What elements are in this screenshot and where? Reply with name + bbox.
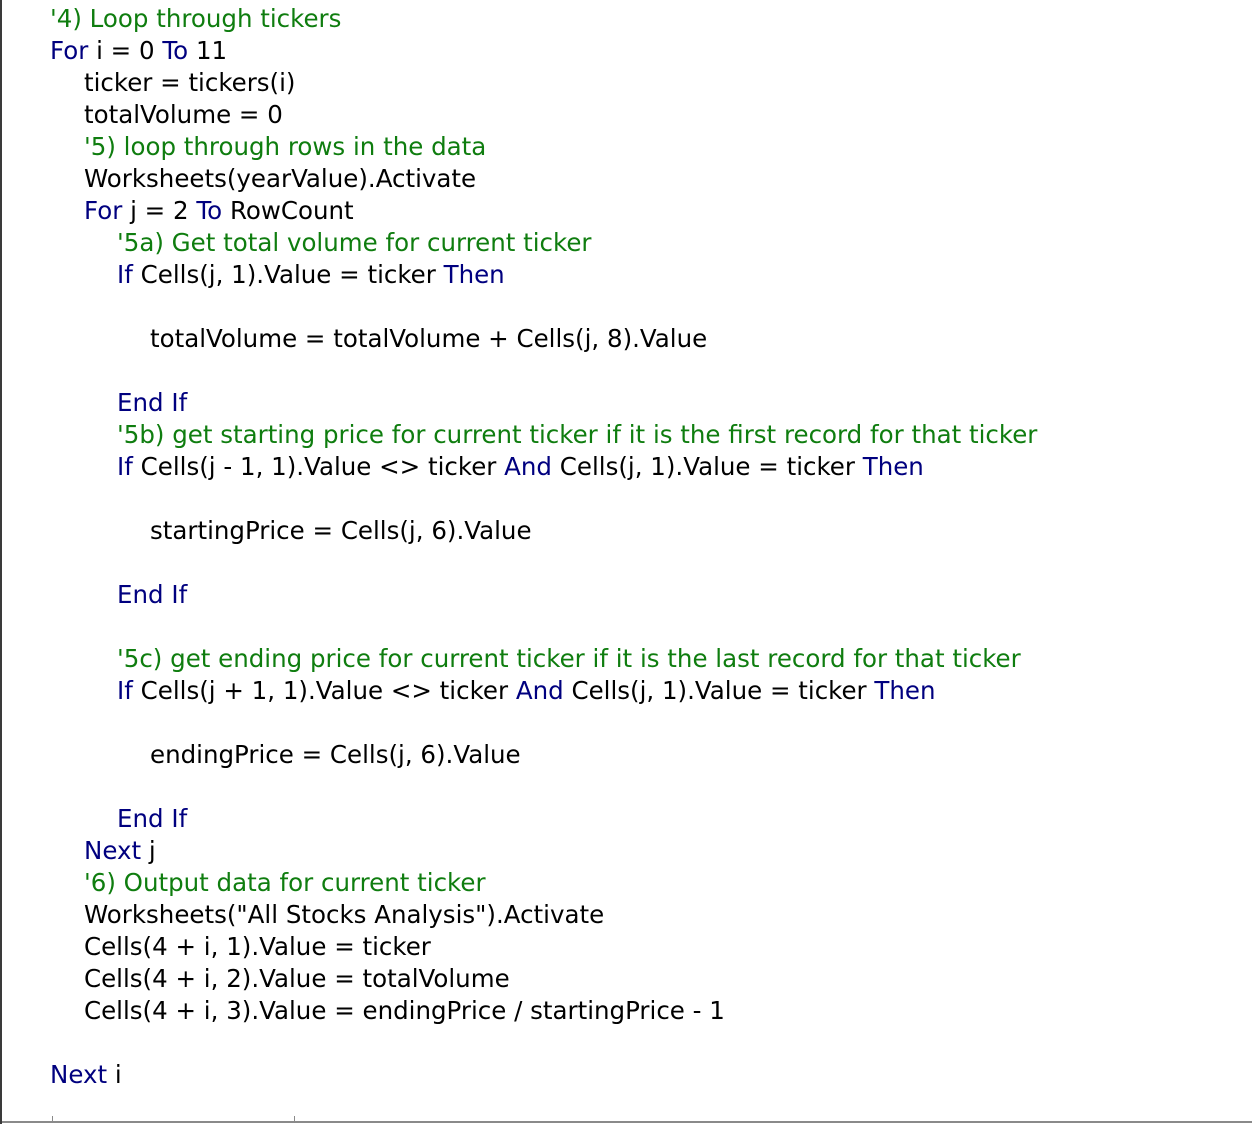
code-comment: '6) Output data for current ticker xyxy=(84,868,486,897)
code-keyword: Then xyxy=(443,260,505,289)
code-keyword: Then xyxy=(874,676,936,705)
code-keyword: End If xyxy=(117,804,188,833)
code-line[interactable] xyxy=(117,579,187,611)
code-text: endingPrice = Cells(j, 6).Value xyxy=(150,740,521,769)
code-line[interactable] xyxy=(84,899,604,931)
code-line[interactable] xyxy=(117,387,187,419)
code-comment: '5a) Get total volume for current ticker xyxy=(117,228,592,257)
code-keyword: To xyxy=(196,196,223,225)
code-text: Cells(4 + i, 2).Value = totalVolume xyxy=(84,964,510,993)
code-keyword: If xyxy=(117,452,133,481)
code-text: startingPrice = Cells(j, 6).Value xyxy=(150,516,532,545)
code-line[interactable] xyxy=(50,3,341,35)
ruler-tick xyxy=(294,1116,295,1122)
code-comment: '4) Loop through tickers xyxy=(50,4,342,33)
code-keyword: And xyxy=(504,452,552,481)
code-text: Cells(j, 1).Value = ticker xyxy=(132,260,444,289)
code-keyword: If xyxy=(117,676,133,705)
code-line[interactable] xyxy=(84,835,156,867)
code-keyword: If xyxy=(117,260,133,289)
code-line[interactable] xyxy=(84,131,486,163)
code-keyword: Next xyxy=(50,1060,108,1089)
code-keyword: End If xyxy=(117,580,188,609)
code-keyword: For xyxy=(84,196,123,225)
code-text: Cells(j, 1).Value = ticker xyxy=(563,676,875,705)
code-line[interactable] xyxy=(150,323,707,355)
code-line[interactable] xyxy=(117,227,591,259)
code-line[interactable] xyxy=(117,451,924,483)
code-text: totalVolume = totalVolume + Cells(j, 8).Value xyxy=(150,324,708,353)
code-line[interactable] xyxy=(150,515,532,547)
code-line[interactable] xyxy=(84,67,295,99)
code-text: 11 xyxy=(188,36,228,65)
code-line[interactable] xyxy=(117,803,187,835)
code-line[interactable] xyxy=(84,867,486,899)
code-text: j xyxy=(141,836,156,865)
code-keyword: To xyxy=(162,36,189,65)
code-line[interactable] xyxy=(84,931,431,963)
code-comment: '5b) get starting price for current ticker if it is the first record for that ticker xyxy=(117,420,1038,449)
code-line[interactable] xyxy=(117,259,505,291)
code-text: Cells(4 + i, 1).Value = ticker xyxy=(84,932,431,961)
code-text: Cells(j, 1).Value = ticker xyxy=(551,452,863,481)
code-text: i xyxy=(107,1060,122,1089)
code-text: i = 0 xyxy=(88,36,163,65)
code-line[interactable] xyxy=(84,163,476,195)
code-comment: '5) loop through rows in the data xyxy=(84,132,487,161)
code-text: Cells(j - 1, 1).Value <> ticker xyxy=(132,452,505,481)
code-text: RowCount xyxy=(222,196,354,225)
code-line[interactable] xyxy=(84,99,283,131)
code-text: Worksheets(yearValue).Activate xyxy=(84,164,477,193)
code-keyword: Next xyxy=(84,836,142,865)
code-line[interactable] xyxy=(84,995,725,1027)
code-keyword: Then xyxy=(862,452,924,481)
code-line[interactable] xyxy=(150,739,521,771)
code-line[interactable] xyxy=(50,1059,122,1091)
code-text: totalVolume = 0 xyxy=(84,100,283,129)
ruler-tick xyxy=(52,1116,53,1122)
code-line[interactable] xyxy=(50,35,227,67)
code-keyword: For xyxy=(50,36,89,65)
code-line[interactable] xyxy=(84,963,510,995)
code-text: j = 2 xyxy=(122,196,197,225)
code-text: Worksheets("All Stocks Analysis").Activate xyxy=(84,900,605,929)
code-text: ticker = tickers(i) xyxy=(84,68,296,97)
code-line[interactable] xyxy=(117,675,936,707)
code-line[interactable] xyxy=(117,419,1037,451)
code-keyword: And xyxy=(515,676,564,705)
code-comment: '5c) get ending price for current ticker if it is the last record for that ticker xyxy=(117,644,1021,673)
code-line[interactable] xyxy=(117,643,1021,675)
code-line[interactable] xyxy=(84,195,354,227)
code-text: Cells(j + 1, 1).Value <> ticker xyxy=(132,676,516,705)
code-text: Cells(4 + i, 3).Value = endingPrice / startingPrice - 1 xyxy=(84,996,725,1025)
code-keyword: End If xyxy=(117,388,188,417)
editor-bottom-border xyxy=(2,1121,1252,1123)
